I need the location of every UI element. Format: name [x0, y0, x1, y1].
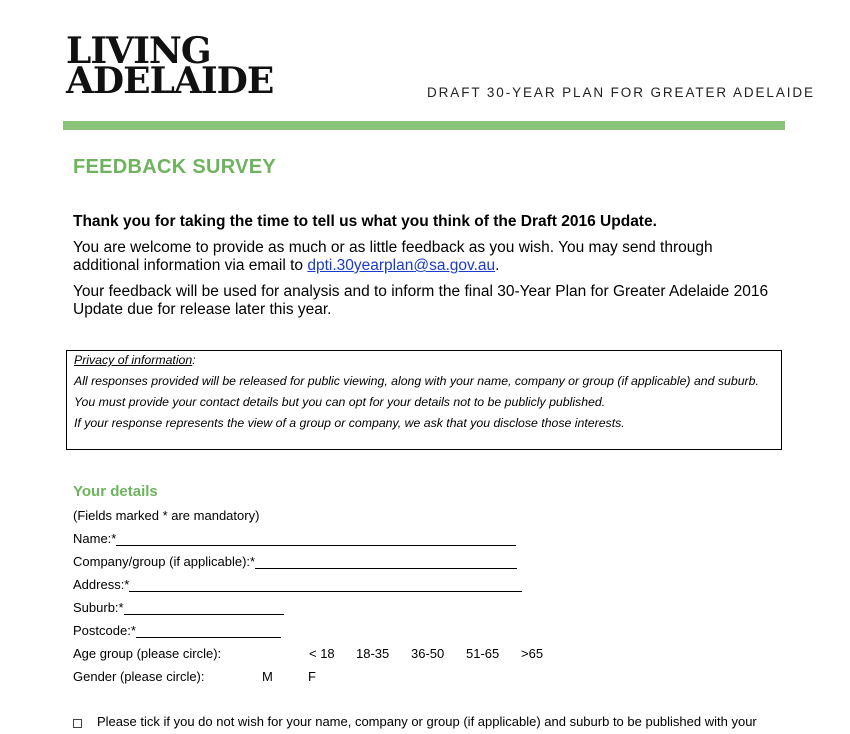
age-option-over-65[interactable]: >65 — [521, 646, 544, 661]
page-title: FEEDBACK SURVEY — [73, 156, 277, 178]
suburb-row — [73, 600, 284, 615]
name-field[interactable] — [116, 533, 516, 546]
postcode-field[interactable] — [136, 625, 281, 638]
thanks-heading: Thank you for taking the time to tell us what you think of the Draft 2016 Update. — [73, 213, 657, 230]
address-label: Address:* — [73, 577, 130, 592]
feedback-use-paragraph: Your feedback will be used for analysis and to inform the final 30-Year Plan for Greater Adelaide 2016 Update due for release later this year. — [73, 283, 769, 318]
intro-paragraph — [73, 239, 773, 275]
suburb-label: Suburb:* — [73, 600, 124, 615]
name-row — [73, 531, 516, 546]
address-field[interactable] — [129, 579, 522, 592]
privacy-line-1: All responses provided will be released for public viewing, along with your name, company or group (if applicable) and suburb. — [74, 374, 759, 388]
suburb-field[interactable] — [124, 602, 284, 615]
gender-label: Gender (please circle): — [73, 669, 205, 684]
company-row — [73, 554, 517, 569]
age-option-18-35[interactable]: 18-35 — [356, 646, 390, 661]
email-link[interactable]: dpti.30yearplan@sa.gov.au — [307, 257, 496, 274]
no-publish-label: Please tick if you do not wish for your name, company or group (if applicable) and suburb to be published with your — [97, 714, 757, 729]
address-row — [73, 577, 522, 592]
postcode-label: Postcode:* — [73, 623, 136, 638]
logo-line-1: LIVING — [66, 30, 211, 72]
mandatory-note: (Fields marked * are mandatory) — [73, 508, 260, 523]
company-label: Company/group (if applicable):* — [73, 554, 256, 569]
company-field[interactable] — [255, 556, 517, 569]
age-option-51-65[interactable]: 51-65 — [466, 646, 500, 661]
privacy-box — [66, 350, 782, 450]
gender-option-m[interactable]: M — [262, 669, 273, 684]
logo-line-2: ADELAIDE — [66, 60, 274, 102]
age-option-36-50[interactable]: 36-50 — [411, 646, 445, 661]
privacy-title: Privacy of information — [74, 353, 193, 367]
living-adelaide-logo — [66, 30, 274, 102]
intro-text: You are welcome to provide as much or as little feedback as you wish. You may send through additional information via email to — [73, 239, 713, 274]
postcode-row — [73, 623, 281, 638]
privacy-line-2: You must provide your contact details but you can opt for your details not to be publicly published. — [74, 395, 606, 409]
gender-option-f[interactable]: F — [308, 669, 316, 684]
header-divider — [63, 121, 785, 130]
intro-end: . — [495, 257, 500, 274]
privacy-line-3: If your response represents the view of a group or company, we ask that you disclose those interests. — [74, 416, 625, 430]
no-publish-checkbox[interactable] — [73, 719, 82, 728]
privacy-title-colon: : — [192, 353, 196, 367]
name-label: Name:* — [73, 531, 117, 546]
age-option-under-18[interactable]: < 18 — [309, 646, 335, 661]
your-details-heading: Your details — [73, 483, 158, 500]
age-label: Age group (please circle): — [73, 646, 222, 661]
header-tagline: DRAFT 30-YEAR PLAN FOR GREATER ADELAIDE — [427, 85, 815, 100]
